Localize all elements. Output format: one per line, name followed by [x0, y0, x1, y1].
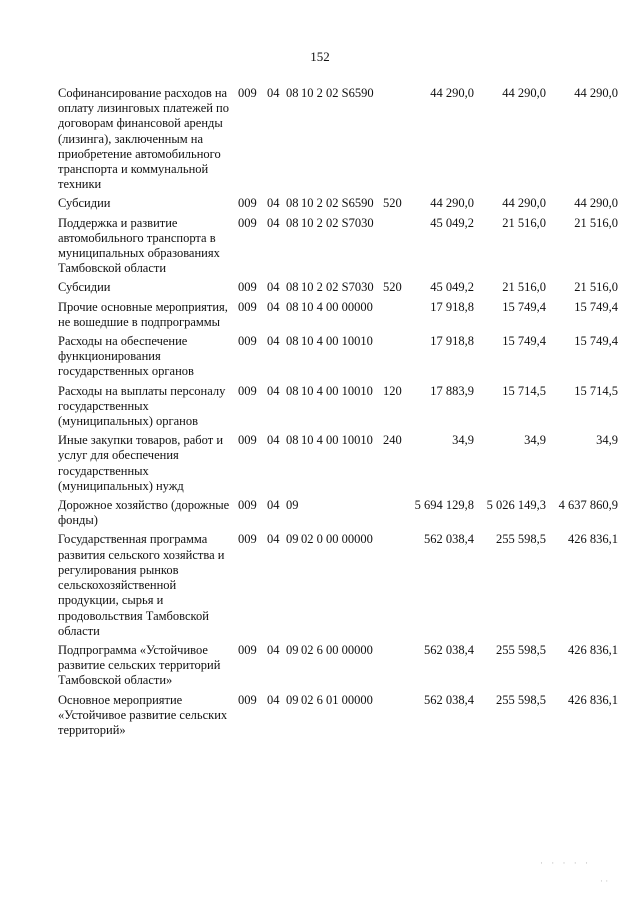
amount-year-2: 34,9: [524, 433, 546, 448]
amount-year-2: 255 598,5: [496, 642, 546, 657]
row-name: Подпрограмма «Устойчивое развитие сельских территорий Тамбовской области»: [58, 642, 221, 688]
amount-year-1: 562 038,4: [424, 692, 474, 707]
target-article-code: 02 6 01 00000: [301, 692, 373, 707]
amount-year-2: 15 749,4: [502, 334, 546, 349]
target-article-code: 10 4 00 10010: [301, 334, 373, 349]
section-code: 04: [267, 433, 280, 448]
subsection-code: 08: [286, 383, 299, 398]
amount-year-3: 15 749,4: [574, 334, 618, 349]
amount-year-2: 15 749,4: [502, 299, 546, 314]
amount-year-2: 15 714,5: [502, 383, 546, 398]
row-name: Прочие основные мероприятия, не вошедшие в подпрограммы: [58, 299, 228, 329]
subsection-code: 08: [286, 280, 299, 295]
grbs-code: 009: [238, 642, 257, 657]
grbs-code: 009: [238, 383, 257, 398]
table-row: [58, 498, 618, 528]
subsection-code: 08: [286, 215, 299, 230]
grbs-code: 009: [238, 299, 257, 314]
table-row: [58, 216, 618, 277]
row-name: Софинансирование расходов на оплату лизинговых платежей по договорам финансовой аренды (лизинга), заключенным на приобретение автомобильного транспорта и коммунальной техники: [58, 86, 229, 192]
expense-type-code: 240: [383, 433, 402, 448]
section-code: 04: [267, 215, 280, 230]
grbs-code: 009: [238, 498, 257, 513]
row-name: Дорожное хозяйство (дорожные фонды): [58, 498, 230, 528]
amount-year-1: 17 918,8: [430, 299, 474, 314]
amount-year-2: 21 516,0: [502, 215, 546, 230]
amount-year-3: 15 714,5: [574, 383, 618, 398]
amount-year-3: 34,9: [596, 433, 618, 448]
amount-year-3: 44 290,0: [574, 86, 618, 100]
grbs-code: 009: [238, 692, 257, 707]
table-row: [58, 280, 618, 295]
amount-year-2: 255 598,5: [496, 532, 546, 547]
grbs-code: 009: [238, 532, 257, 547]
page-number: 152: [310, 49, 330, 64]
amount-year-3: 426 836,1: [568, 642, 618, 657]
target-article-code: 10 2 02 S7030: [301, 280, 374, 295]
subsection-code: 08: [286, 299, 299, 314]
amount-year-1: 44 290,0: [430, 86, 474, 100]
subsection-code: 09: [286, 498, 299, 513]
table-row: [58, 86, 618, 192]
target-article-code: 10 4 00 10010: [301, 433, 373, 448]
section-code: 04: [267, 334, 280, 349]
row-name: Государственная программа развития сельского хозяйства и регулирования рынков сельскохозяйственной продукции, сырья и продовольствия Тамбовской области: [58, 532, 225, 638]
grbs-code: 009: [238, 86, 257, 100]
target-article-code: 10 4 00 10010: [301, 383, 373, 398]
section-code: 04: [267, 196, 280, 211]
section-code: 04: [267, 532, 280, 547]
row-name: Субсидии: [58, 196, 111, 211]
amount-year-1: 562 038,4: [424, 532, 474, 547]
amount-year-1: 44 290,0: [430, 196, 474, 211]
amount-year-1: 562 038,4: [424, 642, 474, 657]
grbs-code: 009: [238, 334, 257, 349]
section-code: 04: [267, 383, 280, 398]
table-row: [58, 532, 618, 638]
table-row: [58, 196, 618, 211]
table-row: [58, 433, 618, 494]
row-name: Субсидии: [58, 280, 111, 295]
scan-artifact: · · · · ·: [540, 858, 591, 868]
grbs-code: 009: [238, 215, 257, 230]
target-article-code: 10 4 00 00000: [301, 299, 373, 314]
row-name: Расходы на обеспечение функционирования государственных органов: [58, 334, 194, 379]
amount-year-2: 255 598,5: [496, 692, 546, 707]
expense-type-code: 520: [383, 280, 402, 295]
amount-year-2: 44 290,0: [502, 86, 546, 100]
subsection-code: 08: [286, 196, 299, 211]
target-article-code: 10 2 02 S6590: [301, 86, 374, 100]
grbs-code: 009: [238, 433, 257, 448]
section-code: 04: [267, 692, 280, 707]
target-article-code: 02 0 00 00000: [301, 532, 373, 547]
table-row: [58, 643, 618, 689]
expense-type-code: 120: [383, 383, 402, 398]
scan-artifact-2: · ·: [600, 876, 609, 886]
amount-year-2: 21 516,0: [502, 280, 546, 295]
amount-year-1: 45 049,2: [430, 280, 474, 295]
amount-year-1: 34,9: [452, 433, 474, 448]
table-row: [58, 384, 618, 430]
grbs-code: 009: [238, 280, 257, 295]
section-code: 04: [267, 86, 280, 100]
subsection-code: 08: [286, 433, 299, 448]
subsection-code: 08: [286, 86, 299, 100]
subsection-code: 09: [286, 532, 299, 547]
subsection-code: 09: [286, 642, 299, 657]
subsection-code: 08: [286, 334, 299, 349]
amount-year-1: 17 883,9: [430, 383, 474, 398]
row-name: Основное мероприятие «Устойчивое развитие сельских территорий»: [58, 692, 228, 737]
amount-year-3: 426 836,1: [568, 692, 618, 707]
table-row: [58, 300, 618, 330]
section-code: 04: [267, 299, 280, 314]
row-name: Расходы на выплаты персоналу государственных (муниципальных) органов: [58, 383, 226, 429]
row-name: Поддержка и развитие автомобильного транспорта в муниципальных образованиях Тамбовской области: [58, 215, 220, 276]
amount-year-3: 426 836,1: [568, 532, 618, 547]
amount-year-3: 4 637 860,9: [558, 498, 618, 513]
amount-year-1: 17 918,8: [430, 334, 474, 349]
section-code: 04: [267, 642, 280, 657]
amount-year-2: 44 290,0: [502, 196, 546, 211]
table-row: [58, 334, 618, 380]
target-article-code: 10 2 02 S6590: [301, 196, 374, 211]
amount-year-3: 21 516,0: [574, 280, 618, 295]
target-article-code: 10 2 02 S7030: [301, 215, 374, 230]
amount-year-3: 15 749,4: [574, 299, 618, 314]
section-code: 04: [267, 498, 280, 513]
amount-year-1: 5 694 129,8: [414, 498, 474, 513]
row-name: Иные закупки товаров, работ и услуг для обеспечения государственных (муниципальных) нужд: [58, 433, 224, 493]
amount-year-3: 44 290,0: [574, 196, 618, 211]
table-row: [58, 693, 618, 739]
amount-year-2: 5 026 149,3: [486, 498, 546, 513]
section-code: 04: [267, 280, 280, 295]
target-article-code: 02 6 00 00000: [301, 642, 373, 657]
budget-table: [58, 86, 618, 742]
grbs-code: 009: [238, 196, 257, 211]
amount-year-1: 45 049,2: [430, 215, 474, 230]
amount-year-3: 21 516,0: [574, 215, 618, 230]
subsection-code: 09: [286, 692, 299, 707]
expense-type-code: 520: [383, 196, 402, 211]
